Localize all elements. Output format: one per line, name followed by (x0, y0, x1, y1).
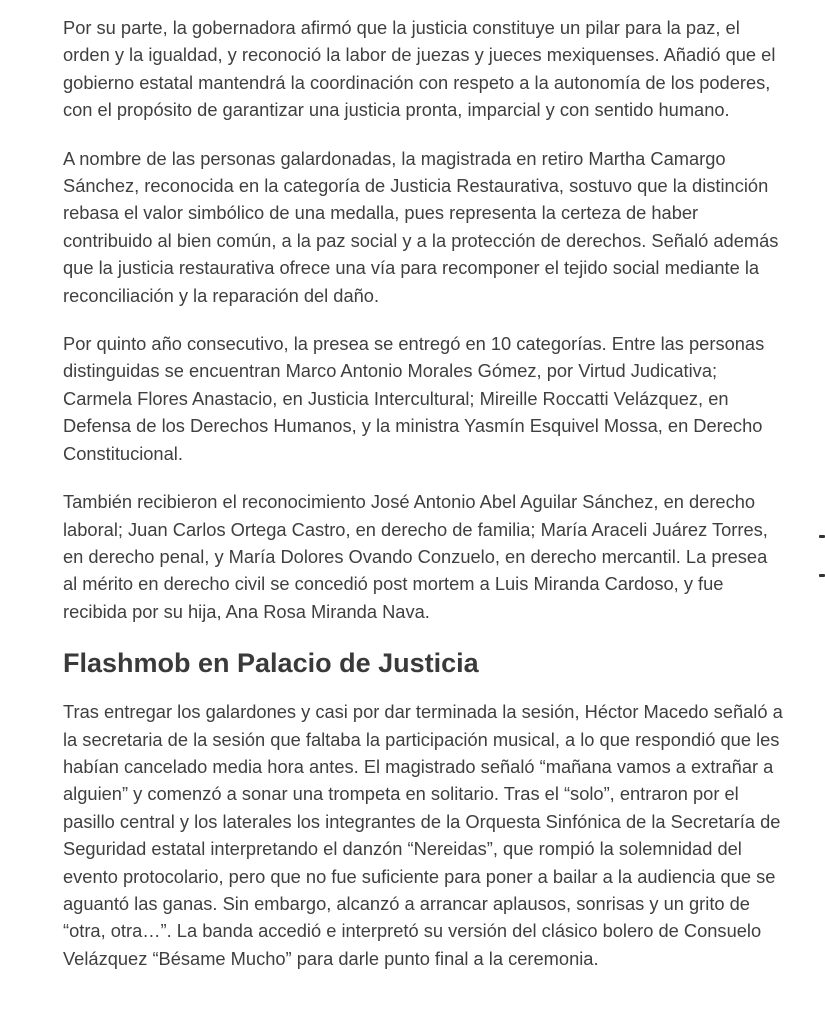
edge-mark-bottom (819, 574, 825, 577)
paragraph-other-recipients: También recibieron el reconocimiento José Antonio Abel Aguilar Sánchez, en derecho laboral; Juan Carlos Ortega Castro, en derecho de familia; María Araceli Juárez Torres, en derecho penal, y María Dolores Ovando Conzuelo, en derecho mercantil. La presea al mérito en derecho civil se concedió post mortem a Luis Miranda Cardoso, y fue recibida por su hija, Ana Rosa Miranda Nava. (63, 491, 768, 622)
paragraph-categories: Por quinto año consecutivo, la presea se entregó en 10 categorías. Entre las personas distinguidas se encuentran Marco Antonio Morales Gómez, por Virtud Judicativa; Carmela Flores Anastacio, en Justicia Intercultural; Mireille Roccatti Velázquez, en Defensa de los Derechos Humanos, y la ministra Yasmín Esquivel Mossa, en Derecho Constitucional. (63, 333, 765, 464)
edge-mark-top (819, 535, 825, 538)
paragraph-awardees-speech: A nombre de las personas galardonadas, la magistrada en retiro Martha Camargo Sánchez, reconocida en la categoría de Justicia Restaurativa, sostuvo que la distinción rebasa el valor simbólico de una medalla, pues representa la certeza de haber contribuido al bien común, a la paz social y a la protección de derechos. Señaló además que la justicia restaurativa ofrece una vía para recomponer el tejido social mediante la reconciliación y la reparación del daño. (63, 147, 779, 306)
article-body (63, 14, 783, 993)
section-heading: Flashmob en Palacio de Justicia (63, 648, 479, 679)
paragraph-flashmob: Tras entregar los galardones y casi por dar terminada la sesión, Héctor Macedo señaló a la secretaria de la sesión que faltaba la participación musical, a lo que respondió que les habían cancelado media hora antes. El magistrado señaló “mañana vamos a extrañar a alguien” y comenzó a sonar una trompeta en solitario. Tras el “solo”, entraron por el pasillo central y los laterales los integrantes de la Orquesta Sinfónica de la Secretaría de Seguridad estatal interpretando el danzón “Nereidas”, que rompió la solemnidad del evento protocolario, pero que no fue suficiente para poner a bailar a la audiencia que se aguantó las ganas. Sin embargo, alcanzó a arrancar aplausos, sonrisas y un grito de “otra, otra…”. La banda accedió e interpretó su versión del clásico bolero de Consuelo Velázquez “Bésame Mucho” para darle punto final a la ceremonia. (63, 701, 783, 969)
paragraph-governor: Por su parte, la gobernadora afirmó que la justicia constituye un pilar para la paz, el orden y la igualdad, y reconoció la labor de juezas y jueces mexiquenses. Añadió que el gobierno estatal mantendrá la coordinación con respeto a la autonomía de los poderes, con el propósito de garantizar una justicia pronta, imparcial y con sentido humano. (63, 17, 776, 121)
